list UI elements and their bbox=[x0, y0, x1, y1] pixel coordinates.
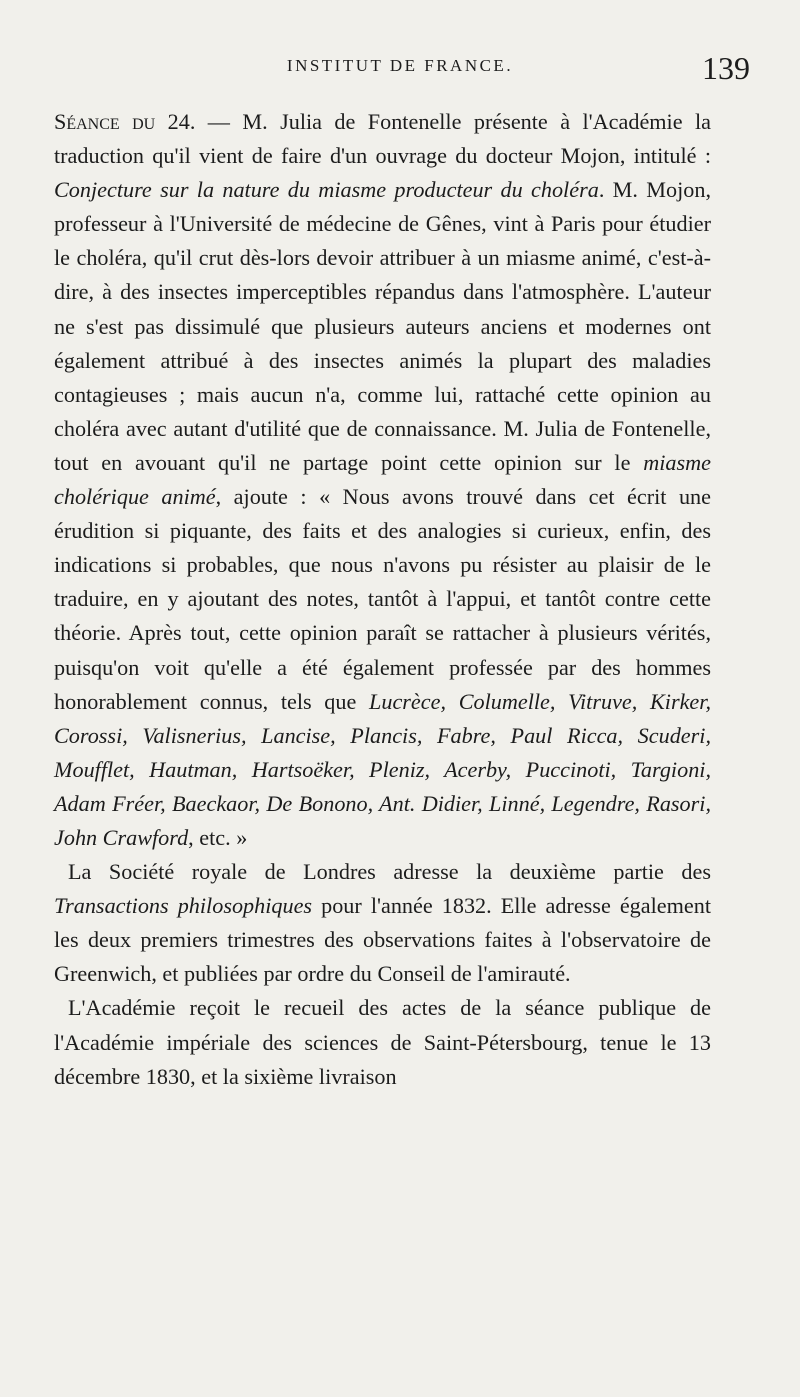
small-caps-text: Séance du bbox=[54, 109, 156, 134]
text-segment: L'Académie reçoit le recueil des actes de la séance publique de l'Académie impériale des sciences de Saint-Pétersbourg, tenue le 13 décembre 1830, et la sixième livraison bbox=[54, 995, 711, 1089]
page-header bbox=[40, 50, 760, 96]
text-segment: , ajoute : « Nous avons trouvé dans cet écrit une érudition si piquante, des faits et des analogies si curieux, enfin, des indications si probables, que nous n'avons pu résister au plaisir de le traduire, en y ajoutant des notes, tantôt à l'appui, et tantôt contre cette théorie. Après tout, cette opinion paraît se rattacher à plusieurs vérités, puisqu'on voit qu'elle a été également professée par des hommes honorablement connus, tels que bbox=[54, 484, 711, 714]
italic-text: Transactions philosophiques bbox=[54, 893, 313, 919]
text-segment: , etc. » bbox=[188, 824, 248, 850]
italic-text: Lucrèce, Columelle, Vitruve, Kirker, Corossi, Valisnerius, Lancise, Plancis, Fabre, Paul Ricca, Scuderi, Moufflet, Hautman, Hartsoëker, Pleniz, Acerby, Puccinoti, Targioni, Adam Fréer, Baeckaor, De Bonono, Ant. Didier, Linné, Legendre, Rasori, John Crawford bbox=[54, 688, 711, 850]
text-segment: pour l'année 1832. Elle adresse également les deux premiers trimestres des observations faites à l'observatoire de Greenwich, et publiées par ordre du Conseil de l'amirauté. bbox=[54, 893, 711, 987]
text-segment: . M. Mojon, professeur à l'Université de médecine de Gênes, vint à Paris pour étudier le choléra, qu'il crut dès-lors devoir attribuer à un miasme animé, c'est-à-dire, à des insectes imperceptibles répandus dans l'atmosphère. L'auteur ne s'est pas dissimulé que plusieurs auteurs anciens et modernes ont également attribué à des insectes animés la plupart des maladies contagieuses ; mais aucun n'a, comme lui, rattaché cette opinion au choléra avec autant d'utilité que de connaissance. M. Julia de Fontenelle, tout en avouant qu'il ne partage point cette opinion sur le bbox=[54, 177, 712, 475]
running-title: INSTITUT DE FRANCE. bbox=[286, 56, 514, 75]
paragraph-societe-royale bbox=[54, 855, 711, 991]
text-segment: La Société royale de Londres adresse la deuxième partie des bbox=[68, 859, 711, 885]
paragraph-academie-recoit bbox=[54, 991, 711, 1093]
italic-text: miasme cholérique animé bbox=[54, 449, 711, 510]
page-number: 139 bbox=[702, 50, 750, 86]
body-text bbox=[54, 105, 711, 1094]
text-segment: 24. — M. Julia de Fontenelle présente à l'Académie la traduction qu'il vient de faire d'un ouvrage du docteur Mojon, intitulé : bbox=[54, 109, 711, 169]
italic-text: Conjecture sur la nature du miasme producteur du choléra bbox=[54, 177, 599, 203]
paragraph-seance-24 bbox=[54, 105, 711, 855]
